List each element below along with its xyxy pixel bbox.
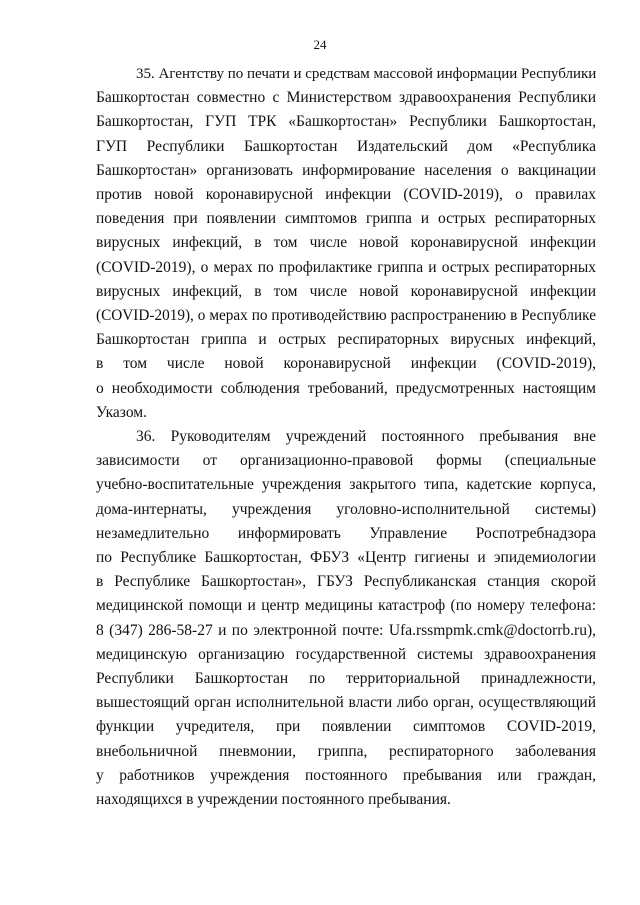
paragraph-35-line: 35. Агентству по печати и средствам массовой информации Республики [136, 66, 597, 82]
paragraph-36-line: находящихся в учреждении постоянного пребывания. [96, 791, 451, 808]
paragraph-35-line: против новой коронавирусной инфекции (COVID-2019), о правилах [96, 186, 596, 203]
paragraph-35-line: (COVID-2019), о мерах по противодействию распространению в Республике [96, 307, 596, 324]
paragraph-36-line: медицинской помощи и центр медицины катастроф (по номеру телефона: [96, 597, 596, 615]
paragraph-36-line: в Республике Башкортостан», ГБУЗ Республиканская станция скорой [96, 573, 596, 591]
paragraph-35-line: Башкортостан, ГУП ТРК «Башкортостан» Республики Башкортостан, [96, 113, 596, 131]
paragraph-35-line: ГУП Республики Башкортостан Издательский дом «Республика [96, 137, 596, 155]
paragraph-36-line: функции учредителя, при появлении симптомов COVID-2019, [96, 718, 596, 736]
paragraph-35-line: (COVID-2019), о мерах по профилактике гриппа и острых респираторных [96, 258, 596, 276]
paragraph-36-line: учебно-воспитательные учреждения закрытого типа, кадетские корпуса, [96, 476, 596, 494]
paragraph-35-line: вирусных инфекций, в том числе новой коронавирусной инфекции [96, 234, 596, 252]
paragraph-35-line: поведения при появлении симптомов гриппа и острых респираторных [96, 210, 596, 228]
paragraph-36-line: Республики Башкортостан по территориальной принадлежности, [96, 670, 596, 687]
paragraph-36-line: незамедлительно информировать Управление Роспотребнадзора [96, 524, 596, 542]
page-number: 24 [313, 37, 327, 52]
paragraph-36-line: 36. Руководителям учреждений постоянного пребывания вне [136, 428, 596, 445]
paragraph-36-line: внебольничной пневмонии, гриппа, респираторного заболевания [96, 742, 596, 760]
paragraph-35-line: в том числе новой коронавирусной инфекции (COVID-2019), [96, 355, 596, 373]
paragraph-36-line: по Республике Башкортостан, ФБУЗ «Центр гигиены и эпидемиологии [96, 549, 596, 566]
paragraph-36-line: зависимости от организационно-правовой формы (специальные [96, 452, 596, 470]
paragraph-35-line: вирусных инфекций, в том числе новой коронавирусной инфекции [96, 282, 596, 300]
paragraph-35-line: о необходимости соблюдения требований, предусмотренных настоящим [96, 379, 596, 397]
paragraph-36-line: вышестоящий орган исполнительной власти либо орган, осуществляющий [96, 694, 596, 712]
paragraph-36-line: у работников учреждения постоянного пребывания или граждан, [96, 766, 596, 784]
paragraph-36-line: дома-интернаты, учреждения уголовно-исполнительной системы) [96, 500, 596, 518]
paragraph-35-line: Башкортостан гриппа и острых респираторных вирусных инфекций, [96, 331, 596, 349]
paragraph-36-line: 8 (347) 286-58-27 и по электронной почте: Ufa.rssmpmk.cmk@doctorrb.ru), [96, 621, 596, 639]
paragraph-36-line: медицинскую организацию государственной системы здравоохранения [96, 645, 596, 663]
paragraph-35-line: Указом. [96, 403, 147, 421]
paragraph-35-line: Башкортостан совместно с Министерством здравоохранения Республики [96, 89, 596, 107]
paragraph-35-line: Башкортостан» организовать информирование населения о вакцинации [96, 161, 596, 179]
